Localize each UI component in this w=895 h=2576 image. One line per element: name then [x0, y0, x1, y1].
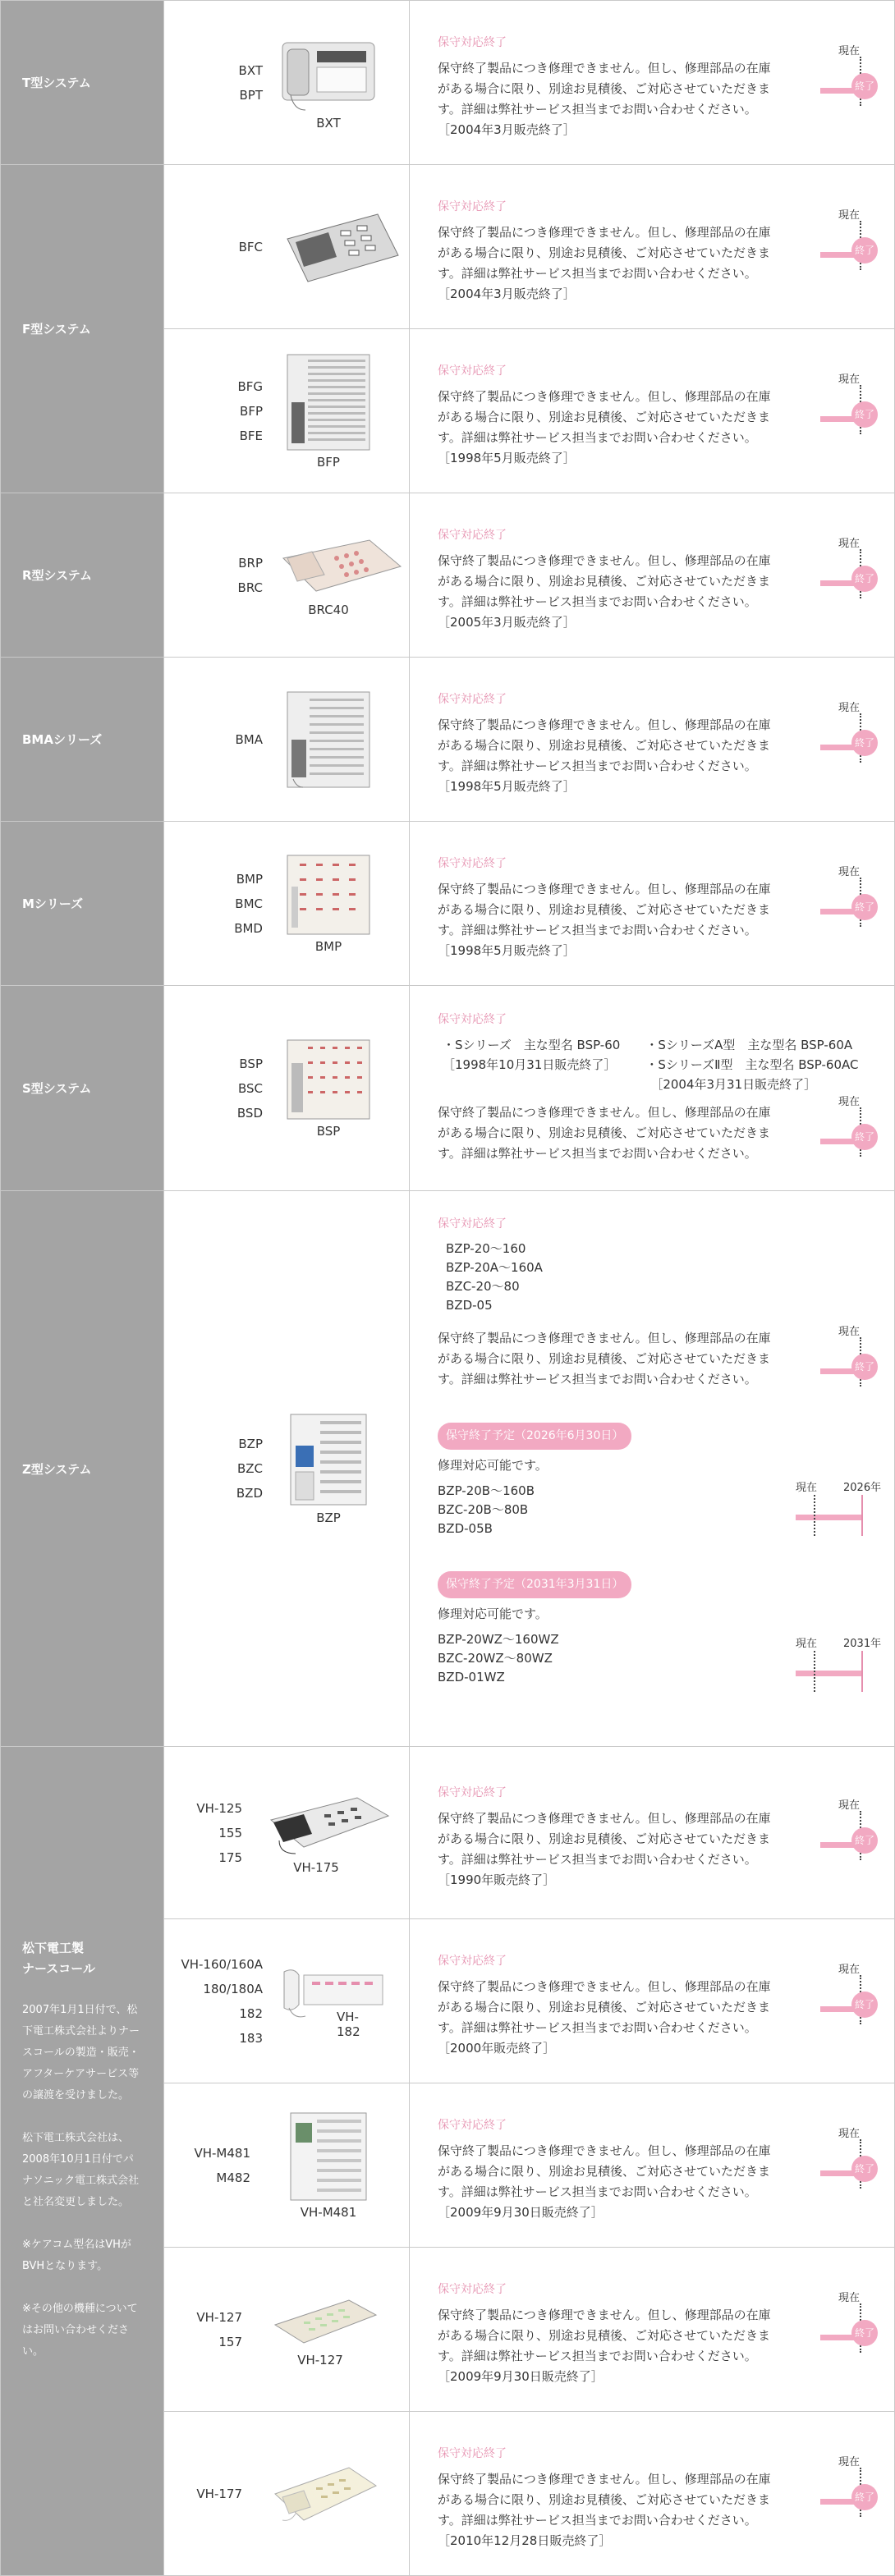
end-badge: 終了: [851, 1124, 878, 1150]
series-line: ・SシリーズA型 主な型名 BSP-60A: [645, 1037, 853, 1052]
sales-end-date: ［1990年販売終了］: [438, 1872, 556, 1887]
device-image: [279, 854, 378, 954]
model-name: BMD: [234, 920, 263, 936]
model-name: BZP-20〜160: [446, 1241, 526, 1256]
sales-end-date: ［2009年9月30日販売終了］: [438, 2369, 604, 2384]
description-text: 保守終了製品につき修理できません。但し、修理部品の在庫がある場合に限り、別途お見積後、ご対応させていただきます。詳細は弊社サービス担当までお問い合わせください。: [438, 1979, 771, 2035]
timeline: [820, 2289, 878, 2354]
end-badge: 終了: [851, 2320, 878, 2346]
device-caption: BRC40: [308, 602, 349, 617]
device-image: [279, 206, 378, 288]
model-name: BZC: [236, 1461, 263, 1476]
device-caption: BMP: [314, 938, 342, 954]
now-label: 現在: [838, 2456, 861, 2468]
now-label: 現在: [838, 1799, 861, 1812]
device-image: [279, 1413, 378, 1525]
device-caption: BFP: [317, 454, 340, 470]
model-name: BSP: [239, 1056, 263, 1071]
description-text: 保守終了製品につき修理できません。但し、修理部品の在庫がある場合に限り、別途お見積後、ご対応させていただきます。詳細は弊社サービス担当までお問い合わせください。: [438, 553, 771, 609]
description-text: 保守終了製品につき修理できません。但し、修理部品の在庫がある場合に限り、別途お見積後、ご対応させていただきます。詳細は弊社サービス担当までお問い合わせください。: [438, 1811, 771, 1867]
model-name: VH-M481: [194, 2145, 250, 2161]
model-name: BMC: [235, 896, 263, 911]
description-cell: [410, 986, 895, 1191]
model-cell: [164, 493, 410, 658]
timeline: [820, 1796, 878, 1862]
model-name: BMP: [236, 871, 263, 887]
model-cell: [164, 658, 410, 822]
device-caption: VH-175: [293, 1859, 339, 1875]
description-text: 保守終了製品につき修理できません。但し、修理部品の在庫がある場合に限り、別途お見積後、ご対応させていただきます。詳細は弊社サービス担当までお問い合わせください。: [438, 225, 771, 281]
category-cell: [1, 658, 164, 822]
end-badge: 終了: [851, 73, 878, 99]
model-cell: [164, 329, 410, 493]
end-badge: 終了: [851, 894, 878, 920]
device-image: [279, 34, 378, 131]
category-cell: [1, 1747, 164, 2576]
description-cell: [410, 2412, 895, 2576]
now-label: 現在: [838, 538, 861, 550]
category-cell: [1, 1, 164, 165]
description-cell: [410, 2083, 895, 2248]
series-line: ・SシリーズⅡ型 主な型名 BSP-60AC: [645, 1057, 859, 1072]
timeline: [820, 2453, 878, 2519]
model-list: [164, 1796, 242, 1870]
model-list: [164, 867, 263, 941]
description-text: 保守終了製品につき修理できません。但し、修理部品の在庫がある場合に限り、別途お見積後、ご対応させていただきます。詳細は弊社サービス担当までお問い合わせください。: [438, 1331, 771, 1387]
note-text: 2007年1月1日付で、松下電工株式会社よりナースコールの製造・販売・アフターケアサービス等の譲渡を受けました。: [22, 2003, 140, 2102]
model-list: [164, 2305, 242, 2354]
status-label: 保守対応終了: [438, 2447, 507, 2460]
description-cell: [410, 2248, 895, 2412]
table-row: [1, 165, 895, 329]
description-cell: [410, 658, 895, 822]
table-row: [1, 1, 895, 165]
sales-end-date: ［2010年12月28日販売終了］: [438, 2533, 612, 2548]
description-cell: [410, 1747, 895, 1919]
model-cell: [164, 2248, 410, 2412]
description-text: 保守終了製品につき修理できません。但し、修理部品の在庫がある場合に限り、別途お見積後、ご対応させていただきます。詳細は弊社サービス担当までお問い合わせください。: [438, 882, 771, 937]
sales-end-date: ［2004年3月31日販売終了］: [650, 1076, 817, 1092]
timeline: [820, 206, 878, 272]
model-name: BMA: [235, 731, 263, 747]
model-cell: [164, 822, 410, 986]
now-label: 現在: [838, 1096, 861, 1108]
device-image: [267, 1791, 365, 1875]
category-label: S型システム: [22, 1081, 92, 1096]
model-name: BZP-20WZ〜160WZ: [438, 1632, 559, 1647]
category-cell: [1, 986, 164, 1191]
timeline: [796, 1478, 886, 1536]
now-label: 現在: [838, 1326, 861, 1338]
description-cell: [410, 1919, 895, 2083]
sales-end-date: ［1998年5月販売終了］: [438, 943, 576, 958]
status-label: 保守対応終了: [438, 36, 507, 49]
status-label: 保守対応終了: [438, 200, 507, 213]
now-label: 現在: [838, 45, 861, 57]
model-list: [164, 2141, 250, 2190]
category-label: Z型システム: [22, 1461, 92, 1477]
device-caption: BZP: [316, 1510, 341, 1525]
model-name: 183: [239, 2030, 263, 2046]
sales-end-date: ［2004年3月販売終了］: [438, 286, 576, 301]
end-badge: 終了: [851, 237, 878, 264]
table-row: [1, 986, 895, 1191]
table-row: [1, 1747, 895, 1919]
model-name: BZD-05B: [438, 1521, 493, 1536]
device-caption: VH-182: [337, 2009, 360, 2039]
timeline: [820, 1322, 878, 1388]
model-name: 157: [218, 2334, 242, 2349]
series-line: ・Sシリーズ 主な型名 BSP-60: [443, 1037, 621, 1052]
status-label: 保守対応終了: [438, 1217, 507, 1231]
model-name: BZP-20B〜160B: [438, 1483, 535, 1498]
model-name: BZC-20WZ〜80WZ: [438, 1651, 553, 1666]
status-label: 保守対応終了: [438, 2283, 507, 2296]
now-label: 現在: [796, 1482, 818, 1494]
model-name: BRC: [237, 580, 263, 595]
category-cell: [1, 822, 164, 986]
note-text: 松下電工株式会社は、2008年10月1日付でパナソニック電工株式会社と社名変更しました。: [22, 2131, 140, 2208]
sales-end-date: ［2005年3月販売終了］: [438, 615, 576, 630]
end-badge: 終了: [851, 2156, 878, 2182]
model-list: [164, 58, 263, 108]
description-text: 保守終了製品につき修理できません。但し、修理部品の在庫がある場合に限り、別途お見積後、ご対応させていただきます。詳細は弊社サービス担当までお問い合わせください。: [438, 389, 771, 445]
now-label: 現在: [796, 1638, 818, 1650]
device-image: [279, 353, 378, 470]
model-cell: [164, 1747, 410, 1919]
model-cell: [164, 1191, 410, 1747]
status-label: 保守対応終了: [438, 2119, 507, 2132]
model-name: VH-127: [196, 2309, 242, 2325]
model-name: BFP: [240, 403, 263, 419]
ended-model-list: [438, 1240, 783, 1315]
model-list: [164, 1952, 263, 2051]
model-name: 180/180A: [203, 1981, 263, 1996]
now-label: 現在: [838, 2292, 861, 2304]
planned-end-badge: 保守終了予定（2026年6月30日）: [438, 1423, 631, 1450]
category-cell: [1, 493, 164, 658]
model-name: 175: [218, 1849, 242, 1865]
sales-end-date: ［1998年5月販売終了］: [438, 451, 576, 465]
device-image: [279, 1964, 378, 2039]
model-name: BSC: [237, 1080, 263, 1096]
end-year-label: 2031年: [843, 1638, 882, 1650]
end-badge: 終了: [851, 1827, 878, 1854]
end-year-label: 2026年: [843, 1482, 882, 1494]
model-list: [164, 235, 263, 259]
model-list: [164, 1432, 263, 1506]
model-cell: [164, 2412, 410, 2576]
end-badge: 終了: [851, 401, 878, 428]
timeline: [820, 2125, 878, 2190]
timeline: [796, 1634, 886, 1692]
status-label: 保守対応終了: [438, 529, 507, 542]
category-label: Mシリーズ: [22, 896, 84, 911]
description-cell: [410, 822, 895, 986]
table-row: [1, 658, 895, 822]
description-cell: [410, 1191, 895, 1747]
model-list: [164, 374, 263, 448]
device-image: [279, 534, 378, 617]
model-name: BRP: [238, 555, 263, 571]
model-name: VH-160/160A: [181, 1956, 263, 1972]
device-caption: VH-127: [297, 2352, 343, 2367]
note-text: ※その他の機種についてはお問い合わせください。: [22, 2302, 138, 2358]
repair-note: 修理対応可能です。: [438, 1458, 548, 1473]
description-cell: [410, 493, 895, 658]
model-name: VH-125: [196, 1800, 242, 1816]
end-badge: 終了: [851, 730, 878, 756]
end-badge: 終了: [851, 1992, 878, 2018]
model-name: VH-177: [196, 2486, 242, 2501]
model-name: 182: [239, 2005, 263, 2021]
model-list: [164, 1052, 263, 1125]
category-label: BMAシリーズ: [22, 732, 103, 747]
timeline: [820, 42, 878, 108]
sales-end-date: ［1998年5月販売終了］: [438, 779, 576, 794]
model-name: BZC-20〜80: [446, 1279, 520, 1294]
description-text: 保守終了製品につき修理できません。但し、修理部品の在庫がある場合に限り、別途お見積後、ご対応させていただきます。詳細は弊社サービス担当までお問い合わせください。: [438, 2308, 771, 2363]
model-list: [164, 2482, 242, 2506]
timeline: [820, 370, 878, 436]
category-label: 松下電工製: [22, 1940, 85, 1955]
model-name: BXT: [238, 62, 263, 78]
now-label: 現在: [838, 374, 861, 386]
device-image: [279, 690, 378, 789]
device-image: [271, 2292, 369, 2367]
timeline: [820, 1093, 878, 1158]
end-badge: 終了: [851, 2484, 878, 2510]
model-name: M482: [216, 2170, 250, 2185]
status-label: 保守対応終了: [438, 364, 507, 378]
model-name: 155: [218, 1825, 242, 1840]
category-label: T型システム: [22, 76, 91, 90]
model-cell: [164, 986, 410, 1191]
planned-end-badge: 保守終了予定（2031年3月31日）: [438, 1571, 631, 1598]
description-cell: [410, 1, 895, 165]
timeline: [820, 534, 878, 600]
device-image: [271, 2461, 369, 2527]
note-text: ※ケアコム型名はVHがBVHとなります。: [22, 2238, 131, 2272]
model-name: BZP-20A〜160A: [446, 1260, 543, 1275]
model-cell: [164, 1, 410, 165]
model-name: BFG: [237, 378, 263, 394]
model-name: BZD: [236, 1486, 263, 1501]
sales-end-date: ［2000年販売終了］: [438, 2041, 556, 2056]
model-name: BZD-05: [446, 1298, 493, 1313]
timeline: [820, 699, 878, 764]
description-cell: [410, 329, 895, 493]
now-label: 現在: [838, 209, 861, 222]
description-text: 保守終了製品につき修理できません。但し、修理部品の在庫がある場合に限り、別途お見積後、ご対応させていただきます。詳細は弊社サービス担当までお問い合わせください。: [438, 2143, 771, 2199]
description-cell: [410, 165, 895, 329]
description-text: 保守終了製品につき修理できません。但し、修理部品の在庫がある場合に限り、別途お見積後、ご対応させていただきます。詳細は弊社サービス担当までお問い合わせください。: [438, 717, 771, 773]
now-label: 現在: [838, 866, 861, 878]
status-label: 保守対応終了: [438, 693, 507, 706]
status-label: 保守対応終了: [438, 1012, 507, 1026]
model-cell: [164, 165, 410, 329]
device-image: [279, 1038, 378, 1139]
now-label: 現在: [838, 702, 861, 714]
device-caption: VH-M481: [300, 2204, 357, 2220]
category-label: ナースコール: [22, 1960, 95, 1976]
repair-note: 修理対応可能です。: [438, 1607, 548, 1621]
device-image: [279, 2111, 378, 2220]
now-label: 現在: [838, 2128, 861, 2140]
sales-end-date: ［2004年3月販売終了］: [438, 122, 576, 137]
table-row: [1, 1191, 895, 1747]
model-cell: [164, 2083, 410, 2248]
model-name: BZC-20B〜80B: [438, 1502, 529, 1517]
status-label: 保守対応終了: [438, 1786, 507, 1799]
model-name: BFE: [239, 428, 263, 443]
status-label: 保守対応終了: [438, 1955, 507, 1968]
model-list: [164, 551, 263, 600]
category-notes: [22, 2000, 142, 2363]
model-name: BZD-01WZ: [438, 1670, 505, 1684]
table-row: [1, 822, 895, 986]
category-label: R型システム: [22, 568, 93, 583]
status-label: 保守対応終了: [438, 857, 507, 870]
sales-end-date: ［1998年10月31日販売終了］: [443, 1057, 617, 1072]
device-caption: BSP: [316, 1123, 341, 1139]
category-cell: [1, 1191, 164, 1747]
model-name: BFC: [238, 239, 263, 254]
description-text: 保守終了製品につき修理できません。但し、修理部品の在庫がある場合に限り、別途お見積後、ご対応させていただきます。詳細は弊社サービス担当までお問い合わせください。: [438, 2472, 771, 2528]
end-badge: 終了: [851, 566, 878, 592]
description-text: 保守終了製品につき修理できません。但し、修理部品の在庫がある場合に限り、別途お見積後、ご対応させていただきます。詳細は弊社サービス担当までお問い合わせください。: [438, 61, 771, 117]
model-cell: [164, 1919, 410, 2083]
timeline: [820, 1960, 878, 2026]
end-badge: 終了: [851, 1354, 878, 1380]
description-text: 保守終了製品につき修理できません。但し、修理部品の在庫がある場合に限り、別途お見積後、ご対応させていただきます。詳細は弊社サービス担当までお問い合わせください。: [438, 1104, 771, 1161]
sales-end-date: ［2009年9月30日販売終了］: [438, 2205, 604, 2220]
category-cell: [1, 165, 164, 493]
model-list: [164, 727, 263, 752]
table-row: [1, 493, 895, 658]
model-name: BZP: [238, 1437, 263, 1451]
model-name: BPT: [239, 87, 263, 103]
timeline: [820, 863, 878, 928]
now-label: 現在: [838, 1964, 861, 1976]
device-caption: BXT: [316, 116, 341, 131]
model-name: BSD: [236, 1105, 263, 1121]
category-label: F型システム: [22, 322, 91, 337]
